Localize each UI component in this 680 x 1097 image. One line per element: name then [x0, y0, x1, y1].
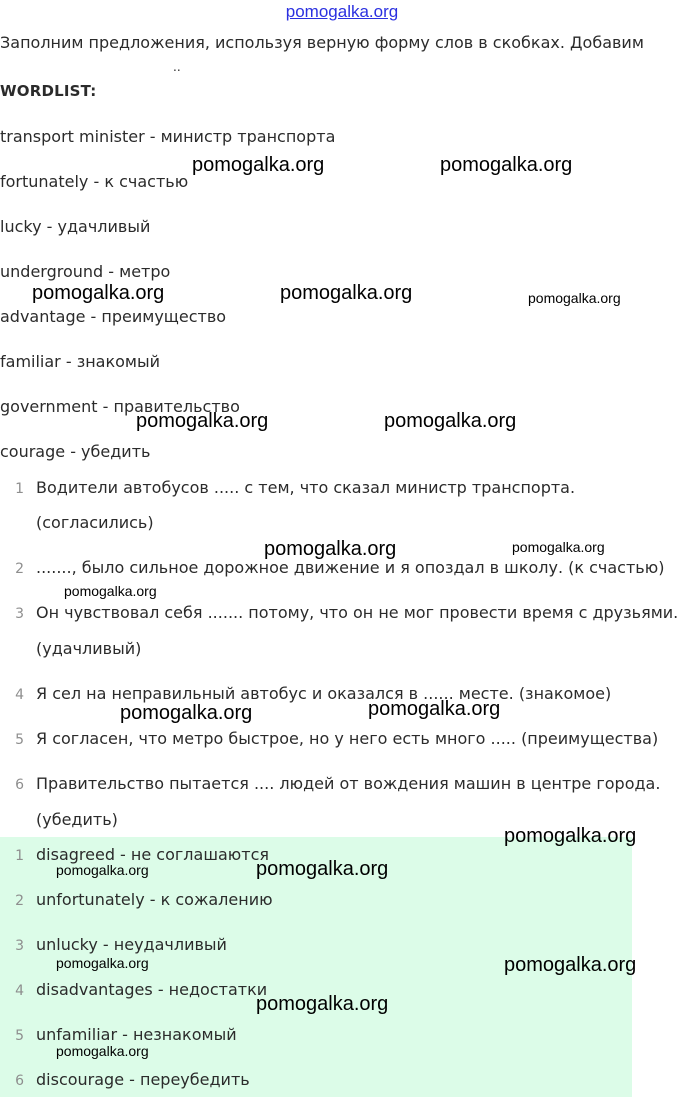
watermark: pomogalka.org: [192, 154, 325, 176]
sentence-text: ......., было сильное дорожное движение и я опоздал в школу. (к счастью): [36, 558, 665, 577]
wordlist-item: underground - метро: [0, 262, 171, 281]
watermark: pomogalka.org: [56, 955, 149, 971]
answer-text: unlucky - неудачливый: [36, 935, 227, 954]
sentence-number: 6: [15, 777, 24, 793]
answer-number: 4: [15, 983, 24, 999]
sentence-hint: (удачливый): [36, 639, 142, 658]
watermark: pomogalka.org: [120, 702, 253, 724]
watermark: pomogalka.org: [528, 290, 621, 306]
wordlist-item: courage - убедить: [0, 442, 151, 461]
sentence-number: 4: [15, 687, 24, 703]
watermark: pomogalka.org: [368, 698, 501, 720]
sentence-hint: (согласились): [36, 513, 154, 532]
sentence-hint: (убедить): [36, 810, 118, 829]
answer-number: 1: [15, 848, 24, 864]
wordlist-item: lucky - удачливый: [0, 217, 151, 236]
answer-text: unfamiliar - незнакомый: [36, 1025, 237, 1044]
wordlist-item: government - правительство: [0, 397, 240, 416]
watermark: pomogalka.org: [504, 825, 637, 847]
answer-number: 3: [15, 938, 24, 954]
wordlist-item: transport minister - министр транспорта: [0, 127, 336, 146]
intro-text: Заполним предложения, используя верную форму слов в скобках. Добавим: [0, 33, 644, 52]
watermark: pomogalka.org: [504, 954, 637, 976]
watermark: pomogalka.org: [256, 858, 389, 880]
sentence-text: Я согласен, что метро быстрое, но у него есть много ..... (преимущества): [36, 729, 659, 748]
sentence-text: Я сел на неправильный автобус и оказался в ...... месте. (знакомое): [36, 684, 612, 703]
watermark: pomogalka.org: [512, 539, 605, 555]
wordlist-item: advantage - преимущество: [0, 307, 227, 326]
site-link[interactable]: pomogalka.org: [285, 2, 399, 21]
sentence-number: 1: [15, 481, 24, 497]
sentence-number: 3: [15, 606, 24, 622]
watermark: pomogalka.org: [136, 410, 269, 432]
wordlist-item: fortunately - к счастью: [0, 172, 189, 191]
answer-number: 2: [15, 893, 24, 909]
watermark: pomogalka.org: [64, 583, 157, 599]
answer-text: discourage - переубедить: [36, 1070, 250, 1089]
answer-text: disadvantages - недостатки: [36, 980, 268, 999]
watermark: pomogalka.org: [56, 1043, 149, 1059]
sentence-number: 5: [15, 732, 24, 748]
watermark: pomogalka.org: [56, 862, 149, 878]
watermark: pomogalka.org: [32, 282, 165, 304]
wordlist-item: familiar - знакомый: [0, 352, 161, 371]
watermark: pomogalka.org: [384, 410, 517, 432]
answer-number: 5: [15, 1028, 24, 1044]
wordlist-title: WORDLIST:: [0, 82, 97, 100]
watermark: pomogalka.org: [264, 538, 397, 560]
answer-number: 6: [15, 1073, 24, 1089]
answer-text: disagreed - не соглашаются: [36, 845, 269, 864]
sentence-text: Правительство пытается .... людей от вождения машин в центре города.: [36, 774, 661, 793]
watermark: pomogalka.org: [440, 154, 573, 176]
watermark: pomogalka.org: [280, 282, 413, 304]
answer-text: unfortunately - к сожалению: [36, 890, 273, 909]
sentence-text: Он чувствовал себя ....... потому, что он не мог провести время с друзьями.: [36, 603, 679, 622]
intro-cut-line: ..: [173, 60, 181, 74]
sentence-number: 2: [15, 561, 24, 577]
sentence-text: Водители автобусов ..... с тем, что сказал министр транспорта.: [36, 478, 576, 497]
watermark: pomogalka.org: [256, 993, 389, 1015]
